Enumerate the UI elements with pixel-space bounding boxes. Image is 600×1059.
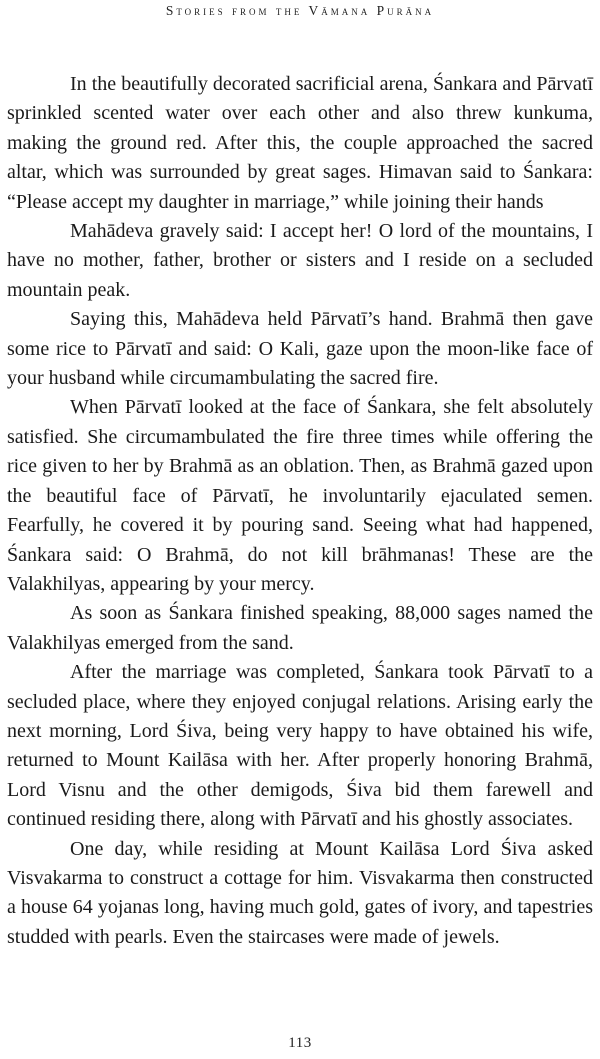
page-number: 113 xyxy=(288,1035,312,1051)
paragraph-6: After the marriage was completed, Śankara took Pārvatī to a secluded place, where they enjoyed conjugal relations. Arising early the next morning, Lord Śiva, being very happy to have obtained his wife, returned to Mount Kailāsa with her. After properly honoring Brahmā, Lord Visnu and the other demigods, Śiva bid them farewell and continued residing there, along with Pārvatī and his ghostly associates. xyxy=(7,661,593,831)
paragraph-5: As soon as Śankara finished speaking, 88,000 sages named the Valakhilyas emerged from the sand. xyxy=(7,602,593,654)
body-text xyxy=(7,70,593,952)
paragraph-1: In the beautifully decorated sacrificial arena, Śankara and Pārvatī sprinkled scented water over each other and also threw kunkuma, making the ground red. After this, the couple approached the sacred altar, which was surrounded by great sages. Himavan said to Śankara: “Please accept my daughter in marriage,” while joining their hands xyxy=(7,73,593,213)
paragraph-2: Mahādeva gravely said: I accept her! O lord of the mountains, I have no mother, father, brother or sisters and I reside on a secluded mountain peak. xyxy=(7,220,593,301)
paragraph-3: Saying this, Mahādeva held Pārvatī’s hand. Brahmā then gave some rice to Pārvatī and said: O Kali, gaze upon the moon-like face of your husband while circumambulating the sacred fire. xyxy=(7,308,593,390)
paragraph-4: When Pārvatī looked at the face of Śankara, she felt absolutely satisfied. She circumambulated the fire three times while offering the rice given to her by Brahmā as an oblation. Then, as Brahmā gazed upon the beautiful face of Pārvatī, he involuntarily ejaculated semen. Fearfully, he covered it by pouring sand. Seeing what had happened, Śankara said: O Brahmā, do not kill brāhmanas! These are the Valakhilyas, appearing by your mercy. xyxy=(7,396,593,595)
paragraph-7: One day, while residing at Mount Kailāsa Lord Śiva asked Visvakarma to construct a cottage for him. Visvakarma then constructed a house 64 yojanas long, having much gold, gates of ivory, and tapestries studded with pearls. Even the staircases were made of jewels. xyxy=(7,837,593,948)
running-head: Stories from the Vāmana Purāna xyxy=(165,3,435,18)
